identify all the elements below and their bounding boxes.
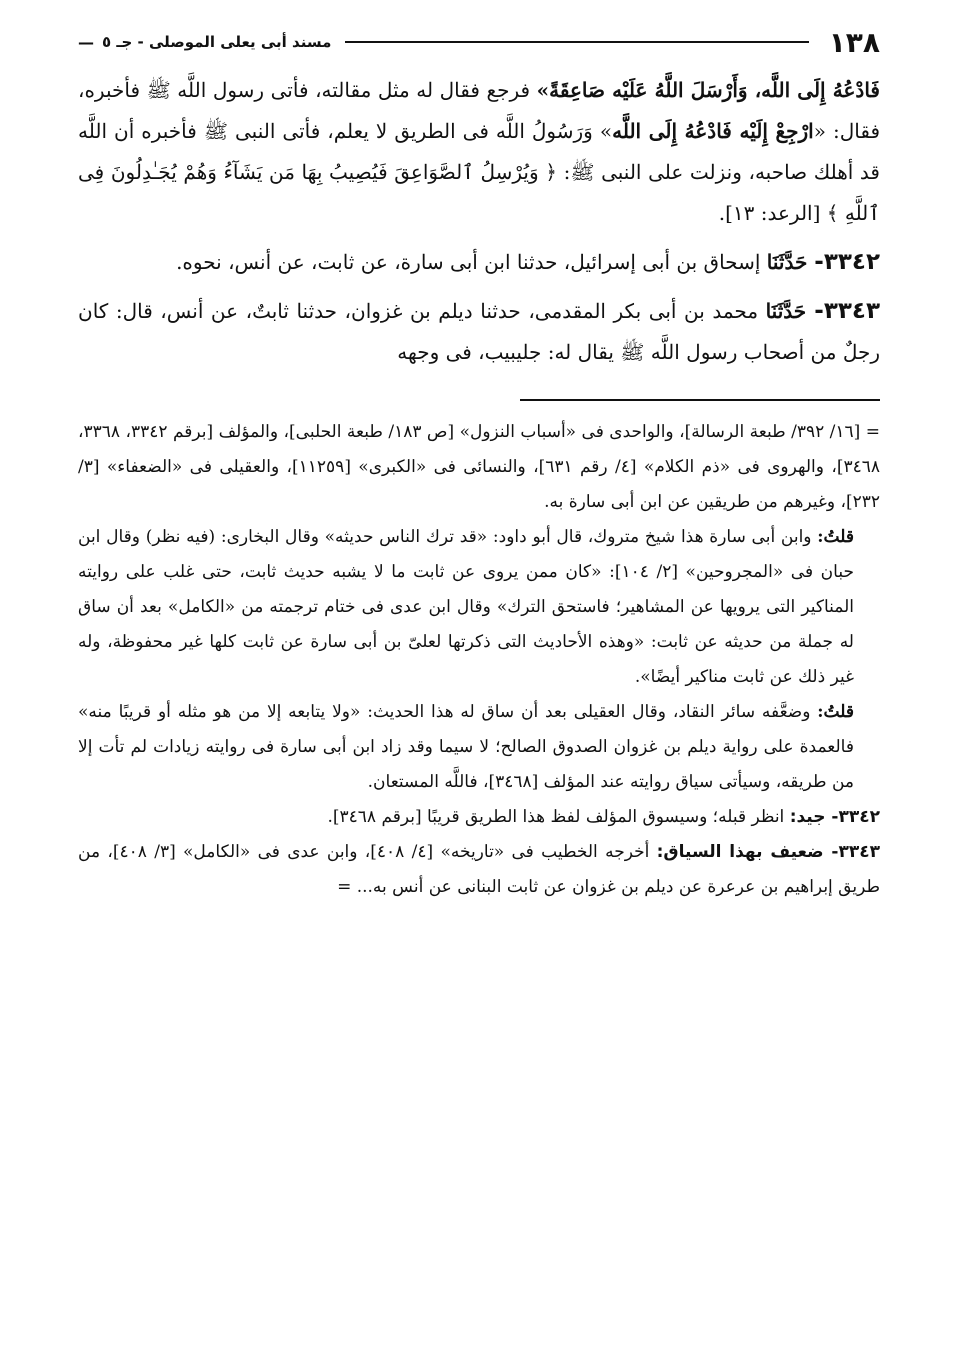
footnote-3342 xyxy=(78,800,880,835)
haddathana: حَدَّثَنَا xyxy=(766,250,815,274)
footnote-3343 xyxy=(78,835,880,905)
grading-label: ٣٣٤٢- جيد: xyxy=(789,807,880,827)
hadith-3342 xyxy=(78,242,880,283)
hadith-number: ٣٣٤٣- xyxy=(814,298,880,324)
qultu-label: قلتُ: xyxy=(817,702,854,722)
quran-verse: ﴿ وَيُرْسِلُ ٱلصَّوَاعِقَ فَيُصِيبُ بِهَا مَن يَشَآءُ وَهُمْ يُجَـٰدِلُونَ فِى ٱللَّهِ ﴾ xyxy=(78,160,880,225)
running-header xyxy=(78,24,880,60)
hadith-number: ٣٣٤٢- xyxy=(814,249,880,275)
haddathana: حَدَّثَنَا xyxy=(765,299,815,323)
grading-label: ٣٣٤٣- ضعيف بهذا السياق: xyxy=(656,842,880,862)
footnote-qultu-1 xyxy=(78,520,880,695)
footnote-divider xyxy=(520,399,880,401)
header-rule xyxy=(345,41,808,43)
header-dash: — xyxy=(78,32,94,52)
footnote-qultu-2 xyxy=(78,695,880,800)
hadith-text: إسحاق بن أبى إسرائيل، حدثنا ابن أبى سارة، عن ثابت، عن أنس، نحوه. xyxy=(176,250,767,274)
page-number: ١٣٨ xyxy=(828,25,880,59)
hadith-text: محمد بن أبى بكر المقدمى، حدثنا ديلم بن غزوان، حدثنا ثابتٌ، عن أنس، قال: كان رجلٌ من أصحاب رسول اللَّه ﷺ يقال له: جليبيب، فى وجهه xyxy=(78,299,880,364)
footnote-text: وضعَّفه سائر النقاد، وقال العقيلى بعد أن ساق له هذا الحديث: «ولا يتابعه إلا من هو مثله أو قريبًا منه» فالعمدة على رواية ديلم بن غزوان الصدوق الصالح؛ لا سيما وقد زاد ابن أبى سارة فى روايته زيادات لم تأت إلا من طريقه، وسيأتى سياق روايته عند المؤلف [٣٤٦٨]، فاللَّه المستعان. xyxy=(78,702,854,792)
quote-bold: ارْجِعْ إِلَيْه فَادْعُهُ إِلَى اللَّه xyxy=(612,119,814,143)
quote-bold: فَادْعُهُ إِلَى اللَّه، وَأَرْسَلَ اللَّهُ عَلَيْه صَاعِقَةً» xyxy=(536,78,880,102)
footnote-text: أخرجه الخطيب فى «تاريخه» [٤/ ٤٠٨]، وابن عدى فى «الكامل» [٣/ ٤٠٨]، من طريق إبراهيم بن عرعرة عن ديلم بن غزوان عن ثابت البنانى عن أنس به... = xyxy=(78,842,880,897)
main-text xyxy=(78,70,880,373)
qultu-label: قلتُ: xyxy=(817,527,854,547)
book-title: مسند أبى يعلى الموصلى - جـ ٥ xyxy=(102,33,332,51)
paragraph-text: » وَرَسُولُ اللَّه فى الطريق لا يعلم، فأتى النبى ﷺ فأخبره أن اللَّه قد أهلك صاحبه، ونزلت على النبى ﷺ: xyxy=(78,119,880,184)
footnote-text: انظر قبله؛ وسيسوق المؤلف لفظ هذا الطريق قريبًا [برقم ٣٤٦٨]. xyxy=(327,807,790,827)
paragraph-text: فرجع فقال له مثل مقالته، فأتى رسول اللَّه ﷺ فأخبره، فقال: « xyxy=(78,78,881,143)
footnote-continuation: = [١٦/ ٣٩٢/ طبعة الرسالة]، والواحدى فى «أسباب النزول» [ص ١٨٣/ طبعة الحلبى]، والمؤلف [برقم ٣٣٤٢، ٣٣٦٨، ٣٤٦٨]، والهروى فى «ذم الكلام» [٤/ رقم ٦٣١]، والنسائى فى «الكبرى» [١١٢٥٩]، والعقيلى فى «الضعفاء» [٣/ ٢٣٢]، وغيرهم من طريقين عن ابن أبى سارة به. xyxy=(78,422,880,512)
hadith-3343 xyxy=(78,291,880,373)
paragraph-continuation xyxy=(78,70,880,234)
footnote-text: وابن أبى سارة هذا شيخ متروك، قال أبو داود: «قد ترك الناس حديثه» وقال البخارى: (فيه نظر) وقال ابن حبان فى «المجروحين» [٢/ ١٠٤]: «كان ممن يروى عن ثابت ما لا يشبه حديث ثابت، حتى غلب على روايته المناكير التى يرويها عن المشاهير؛ فاستحق الترك» وقال ابن عدى فى ختام ترجمته من «الكامل» بعد أن ساق له جملة من حديثه عن ثابت: «وهذه الأحاديث التى ذكرتها لعلىّ بن أبى سارة عن ثابت كلها غير محفوظة، وله غير ذلك عن ثابت مناكير أيضًا». xyxy=(78,527,854,687)
footnotes xyxy=(78,415,880,905)
verse-reference: [الرعد: ١٣]. xyxy=(718,201,827,225)
